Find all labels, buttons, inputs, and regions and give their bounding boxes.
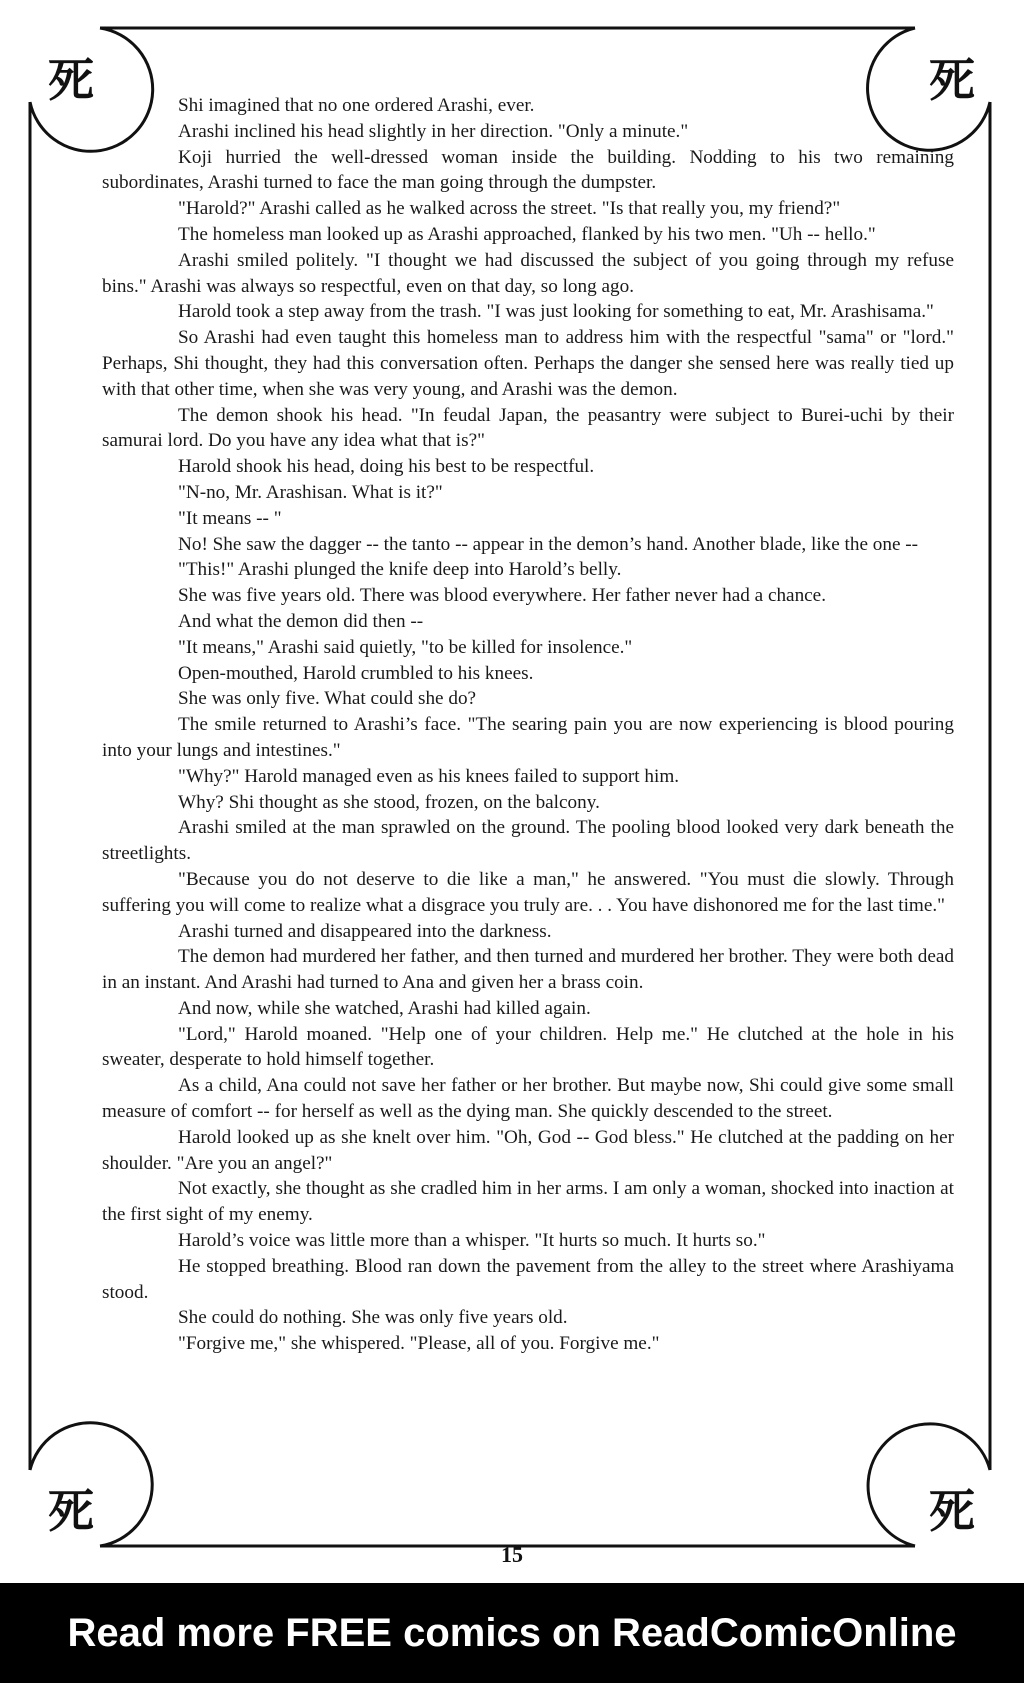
paragraph: "It means -- " [178, 507, 282, 529]
paragraph: Arashi turned and disappeared into the darkness. [178, 920, 552, 942]
page-number: 15 [501, 1542, 523, 1567]
paragraph: "It means," Arashi said quietly, "to be killed for insolence." [178, 636, 633, 658]
paragraph: Koji hurried the well-dressed woman inside the building. Nodding to his two remaining subordinates, Arashi turned to face the man going through the dumpster. [102, 146, 954, 194]
paragraph: And now, while she watched, Arashi had killed again. [178, 997, 591, 1019]
paragraph: As a child, Ana could not save her father or her brother. But maybe now, Shi could give some small measure of comfort -- for herself as well as the dying man. She quickly descended to the street. [102, 1075, 954, 1123]
paragraph: Why? Shi thought as she stood, frozen, on the balcony. [178, 791, 600, 813]
paragraph: "Lord," Harold moaned. "Help one of your children. Help me." He clutched at the hole in his sweater, desperate to hold himself together. [102, 1023, 954, 1071]
paragraph: So Arashi had even taught this homeless man to address him with the respectful "sama" or "lord." Perhaps, Shi thought, they had this conversation often. Perhaps the danger she sensed here was really tied up with that other time, when she was very young, and Arashi was the demon. [102, 327, 954, 400]
story-text [102, 93, 954, 1357]
paragraph: She could do nothing. She was only five years old. [178, 1307, 568, 1329]
corner-glyph-bottom-left: 死 [48, 1484, 94, 1538]
paragraph: He stopped breathing. Blood ran down the pavement from the alley to the street where Arashiyama stood. [102, 1255, 954, 1303]
paragraph: The demon shook his head. "In feudal Japan, the peasantry were subject to Burei-uchi by their samurai lord. Do you have any idea what that is?" [102, 404, 954, 452]
corner-glyph-top-right: 死 [929, 53, 975, 107]
paragraph: She was five years old. There was blood everywhere. Her father never had a chance. [178, 585, 826, 607]
paragraph: And what the demon did then -- [178, 610, 424, 632]
paragraph: "Because you do not deserve to die like a man," he answered. "You must die slowly. Through suffering you will come to realize what a disgrace you truly are. . . You have dishonored me for the last time." [102, 868, 954, 916]
footer-banner[interactable] [0, 1583, 1024, 1683]
paragraph: Harold shook his head, doing his best to be respectful. [178, 456, 595, 478]
footer-banner-text[interactable]: Read more FREE comics on ReadComicOnline [67, 1610, 957, 1655]
paragraph: "Harold?" Arashi called as he walked across the street. "Is that really you, my friend?" [178, 198, 841, 220]
paragraph: "Forgive me," she whispered. "Please, all of you. Forgive me." [178, 1333, 660, 1355]
paragraph: Arashi inclined his head slightly in her direction. "Only a minute." [178, 120, 689, 142]
paragraph: "This!" Arashi plunged the knife deep into Harold’s belly. [178, 559, 622, 581]
paragraph: She was only five. What could she do? [178, 688, 477, 710]
paragraph: The smile returned to Arashi’s face. "The searing pain you are now experiencing is blood pouring into your lungs and intestines." [102, 714, 954, 761]
paragraph: Shi imagined that no one ordered Arashi, ever. [178, 95, 535, 116]
corner-glyph-top-left: 死 [48, 53, 94, 107]
paragraph: "N-no, Mr. Arashisan. What is it?" [178, 481, 443, 503]
corner-glyph-bottom-right: 死 [929, 1484, 975, 1538]
paragraph: Harold looked up as she knelt over him. "Oh, God -- God bless." He clutched at the padding on her shoulder. "Are you an angel?" [102, 1126, 954, 1174]
paragraph: "Why?" Harold managed even as his knees failed to support him. [178, 765, 680, 787]
paragraph: Open-mouthed, Harold crumbled to his knees. [178, 662, 534, 684]
paragraph: No! She saw the dagger -- the tanto -- appear in the demon’s hand. Another blade, like the one -- [178, 533, 919, 555]
paragraph: Arashi smiled at the man sprawled on the ground. The pooling blood looked very dark beneath the streetlights. [102, 817, 954, 865]
paragraph: Harold took a step away from the trash. "I was just looking for something to eat, Mr. Arashisama." [178, 301, 934, 323]
paragraph: Not exactly, she thought as she cradled him in her arms. I am only a woman, shocked into inaction at the first sight of my enemy. [102, 1178, 954, 1226]
paragraph: Harold’s voice was little more than a whisper. "It hurts so much. It hurts so." [178, 1230, 766, 1252]
paragraph: The demon had murdered her father, and then turned and murdered her brother. They were both dead in an instant. And Arashi had turned to Ana and given her a brass coin. [102, 946, 954, 994]
paragraph: Arashi smiled politely. "I thought we had discussed the subject of you going through my refuse bins." Arashi was always so respectful, even on that day, so long ago. [102, 249, 954, 297]
paragraph: The homeless man looked up as Arashi approached, flanked by his two men. "Uh -- hello." [178, 223, 876, 245]
